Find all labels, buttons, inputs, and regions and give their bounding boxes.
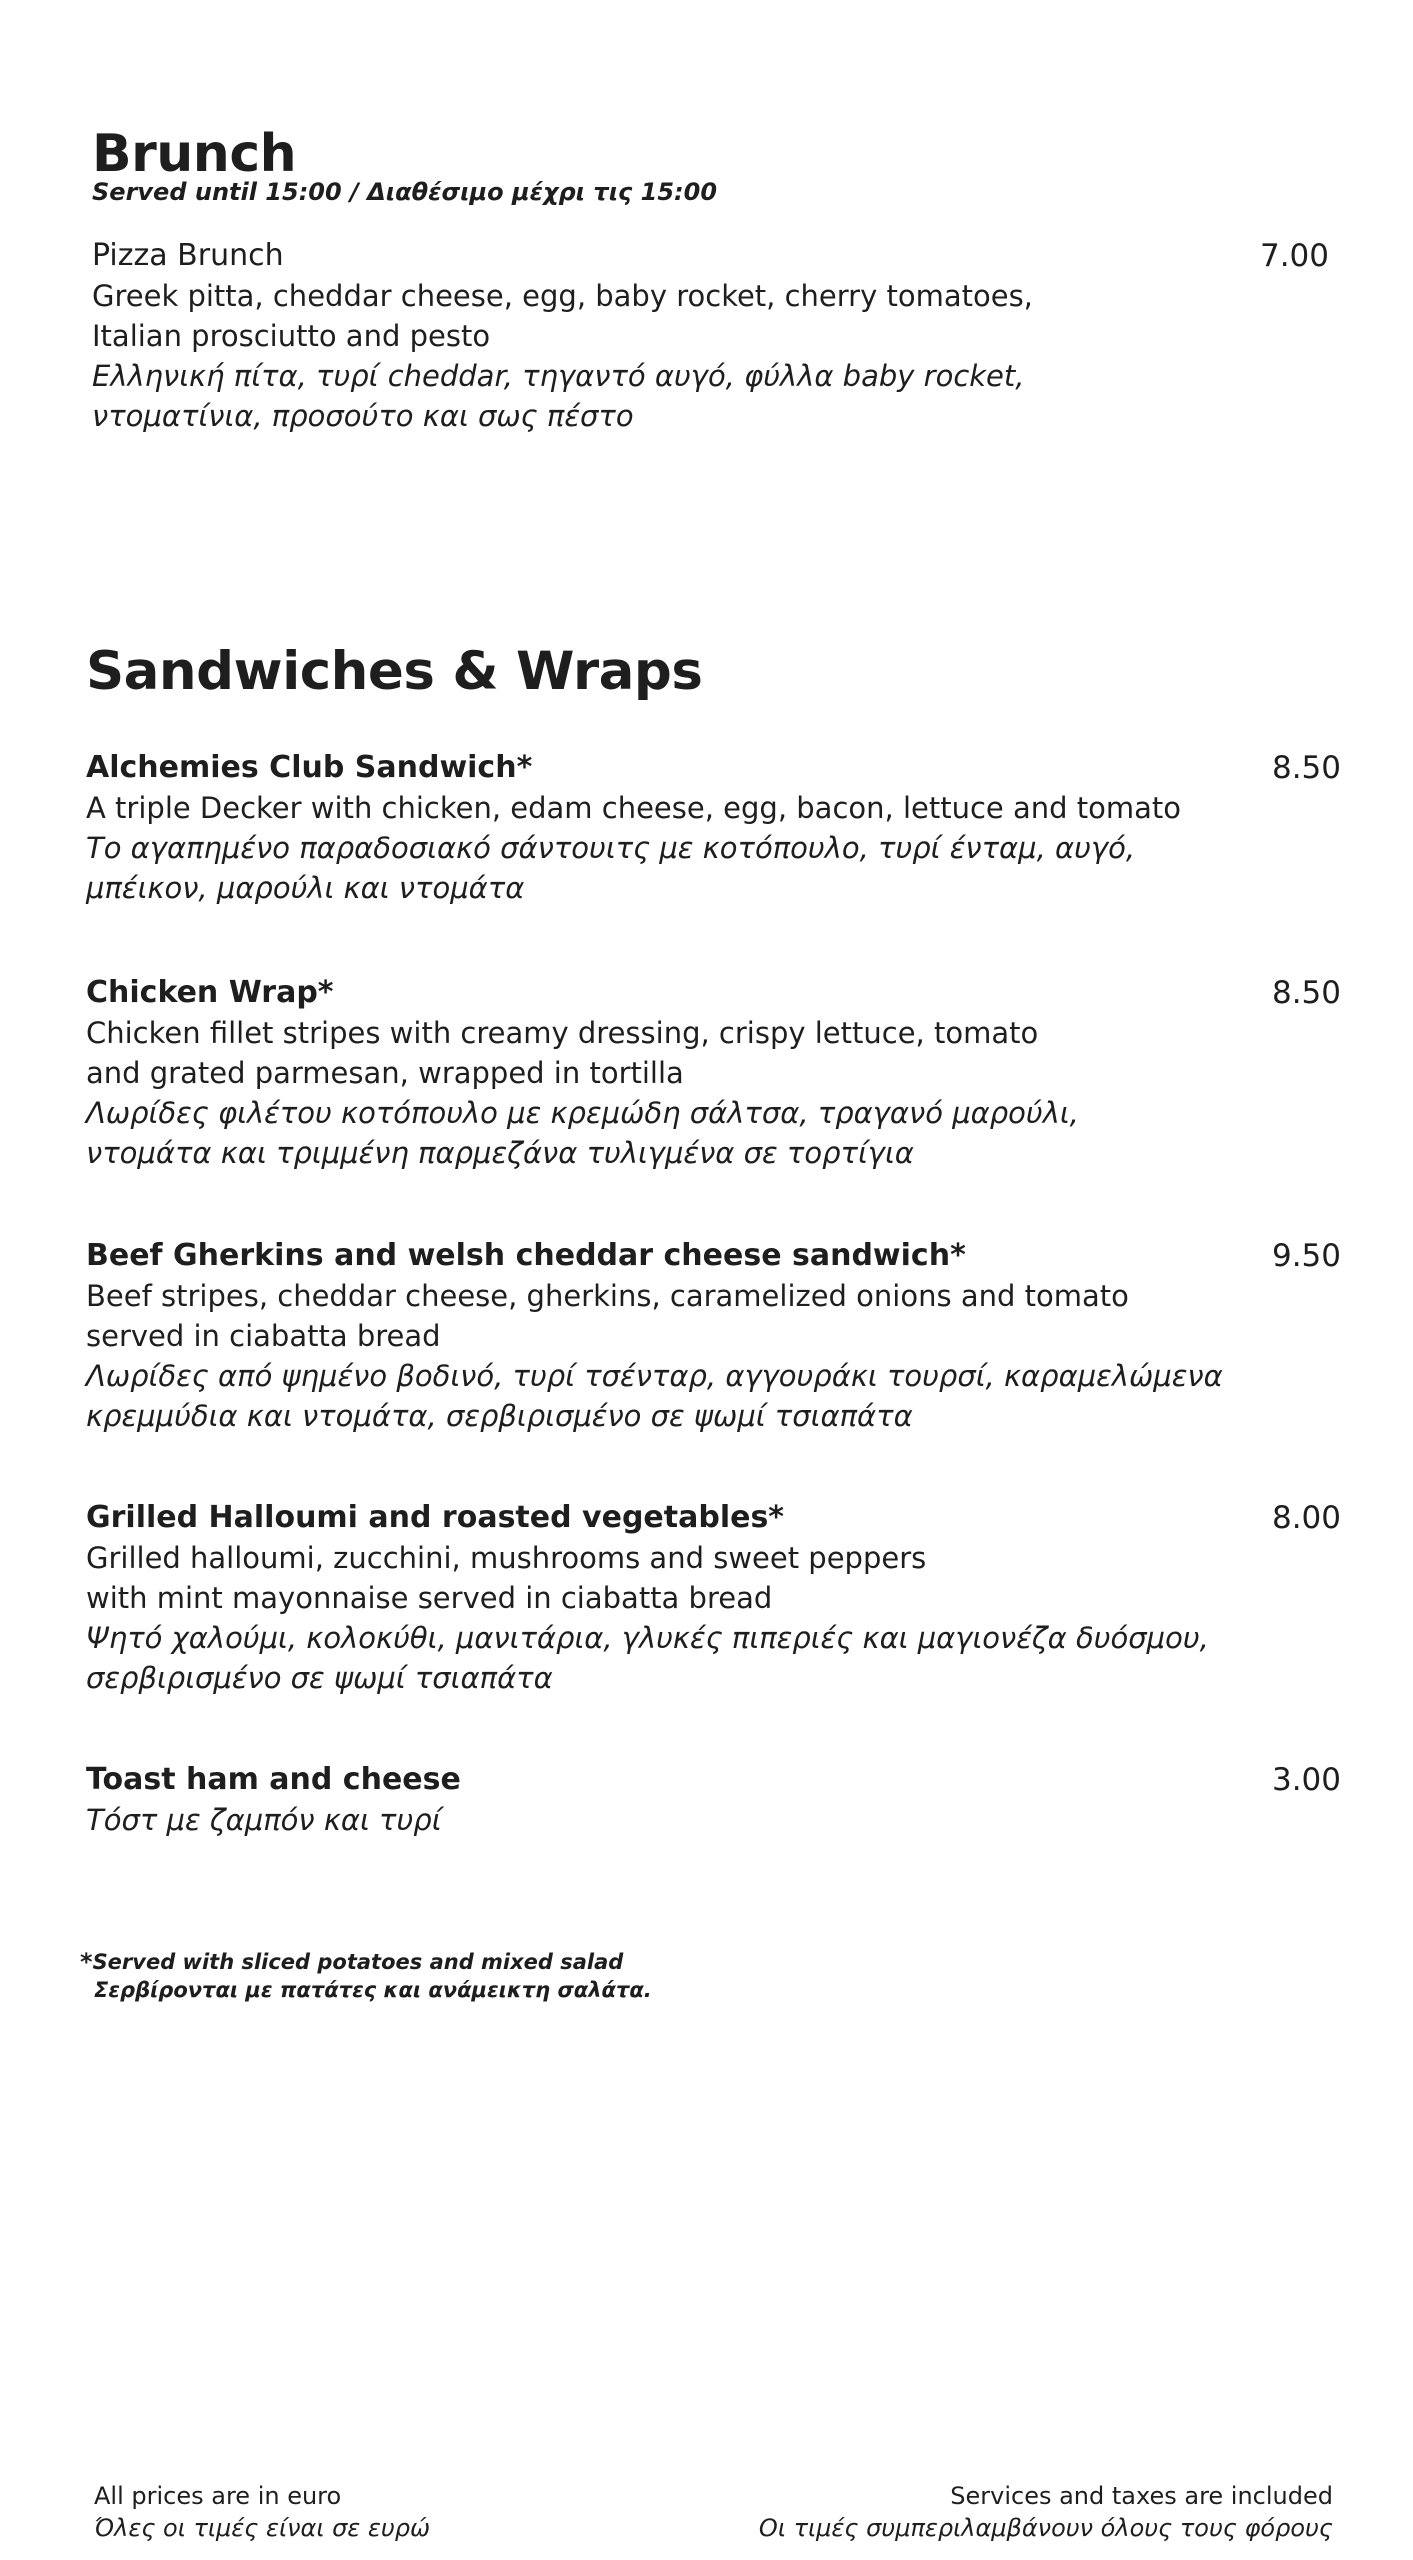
footer-currency-note [94,2480,430,2544]
menu-item-beef-gherkins-sandwich [86,1236,1341,1436]
footer-currency-en: All prices are in euro [94,2482,342,2510]
brunch-section-title: Brunch [92,124,297,184]
menu-item-name: Grilled Halloumi and roasted vegetables* [86,1500,784,1535]
menu-item-chicken-wrap [86,973,1341,1173]
menu-item-description-el: κρεμμύδια και ντομάτα, σερβιρισμένο σε ψωμί τσιαπάτα [86,1399,913,1433]
sandwiches-section-title: Sandwiches & Wraps [86,641,703,702]
menu-item-description-el: Το αγαπημένο παραδοσιακό σάντουιτς με κοτόπουλο, τυρί ένταμ, αυγό, [86,831,1136,865]
menu-item-description-el: μπέικον, μαρούλι και ντομάτα [86,871,525,905]
menu-item-toast-ham-cheese [86,1760,1341,1840]
menu-item-price: 3.00 [1271,1762,1341,1798]
menu-item-description-en: Beef stripes, cheddar cheese, gherkins, caramelized onions and tomato [86,1279,1129,1313]
side-dish-footnote [80,1948,652,2004]
menu-item-price: 8.50 [1271,750,1341,786]
menu-item-description-el: Λωρίδες από ψημένο βοδινό, τυρί τσένταρ, αγγουράκι τουρσί, καραμελώμενα [86,1359,1223,1393]
footnote-asterisk: * [80,1948,93,1976]
menu-item-description-en: served in ciabatta bread [86,1319,441,1353]
menu-item-price: 8.00 [1271,1500,1341,1536]
menu-item-price: 7.00 [1259,238,1329,274]
menu-item-description-el: Τόστ με ζαμπόν και τυρί [86,1803,442,1837]
menu-item-grilled-halloumi [86,1498,1341,1698]
menu-item-name: Alchemies Club Sandwich* [86,750,533,785]
menu-item-name: Chicken Wrap* [86,975,334,1010]
menu-item-description-el: σερβιρισμένο σε ψωμί τσιαπάτα [86,1661,553,1695]
footer-currency-el: Όλες οι τιμές είναι σε ευρώ [94,2514,431,2542]
footnote-line-en: Served with sliced potatoes and mixed salad [92,1950,624,1974]
menu-item-description-el: Ελληνική πίτα, τυρί cheddar, τηγαντό αυγό, φύλλα baby rocket, [92,359,1025,393]
menu-item-name: Toast ham and cheese [86,1762,461,1797]
menu-item-description-en: Chicken fillet stripes with creamy dressing, crispy lettuce, tomato [86,1016,1039,1050]
menu-item-description-en: with mint mayonnaise served in ciabatta bread [86,1581,773,1615]
footnote-line-el: Σερβίρονται με πατάτες και ανάμεικτη σαλάτα. [94,1978,652,2002]
menu-item-description-en: Italian prosciutto and pesto [92,319,491,353]
footer-taxes-el: Οι τιμές συμπεριλαμβάνουν όλους τους φόρους [758,2514,1333,2542]
menu-item-description-el: ντομάτα και τριμμένη παρμεζάνα τυλιγμένα σε τορτίγια [86,1136,914,1170]
menu-item-price: 9.50 [1271,1238,1341,1274]
menu-item-description-el: ντοματίνια, προσούτο και σως πέστο [92,399,634,433]
footer-taxes-en: Services and taxes are included [950,2482,1333,2510]
menu-item-price: 8.50 [1271,975,1341,1011]
menu-item-club-sandwich [86,748,1341,908]
menu-item-description-en: Greek pitta, cheddar cheese, egg, baby rocket, cherry tomatoes, [92,279,1033,313]
menu-item-name: Pizza Brunch [92,238,284,273]
menu-item-description-en: A triple Decker with chicken, edam cheese, egg, bacon, lettuce and tomato [86,791,1181,825]
menu-item-description-el: Ψητό χαλούμι, κολοκύθι, μανιτάρια, γλυκές πιπεριές και μαγιονέζα δυόσμου, [86,1621,1209,1655]
brunch-availability-note: Served until 15:00 / Διαθέσιμο μέχρι τις 15:00 [92,178,718,206]
menu-item-description-en: Grilled halloumi, zucchini, mushrooms and sweet peppers [86,1541,927,1575]
menu-item-description-en: and grated parmesan, wrapped in tortilla [86,1056,684,1090]
footer-taxes-note [759,2480,1333,2544]
menu-item-name: Beef Gherkins and welsh cheddar cheese sandwich* [86,1238,966,1273]
menu-item-description-el: Λωρίδες φιλέτου κοτόπουλο με κρεμώδη σάλτσα, τραγανό μαρούλι, [86,1096,1079,1130]
menu-item-pizza-brunch [92,236,1329,436]
